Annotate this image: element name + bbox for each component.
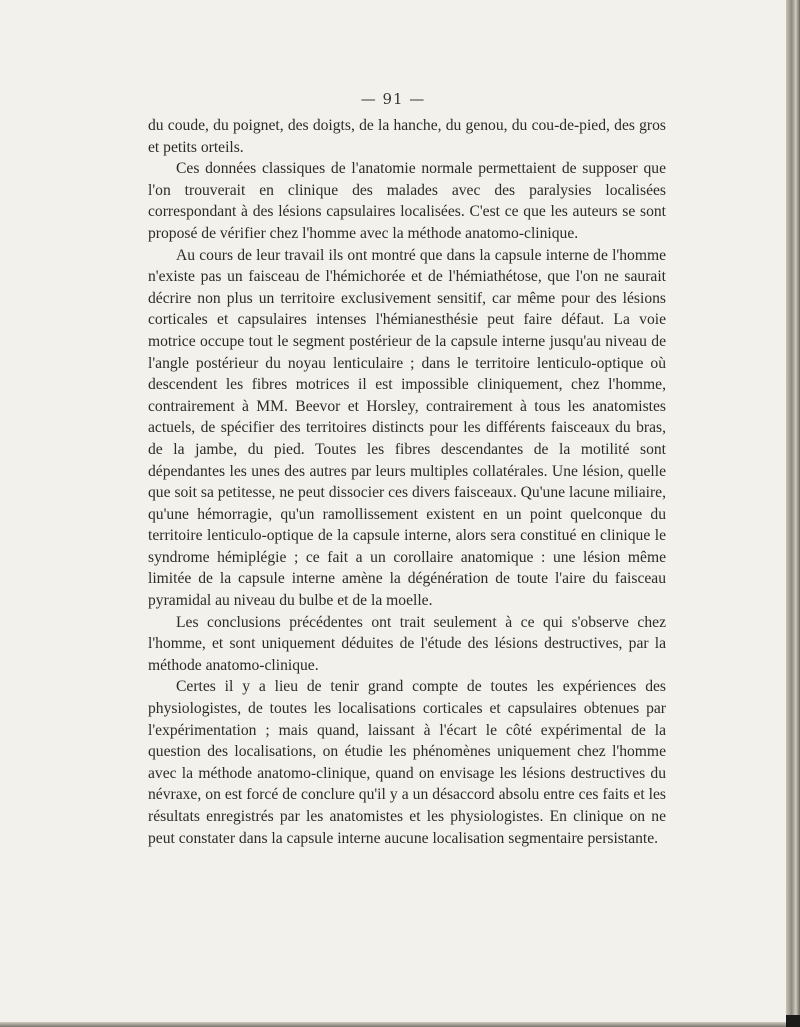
paragraph-5: Certes il y a lieu de tenir grand compte de toutes les expériences des physiologistes, de toutes les localisations corticales et capsulaires obtenues par l'expérimentation ; mais quand, laissant à l'écart le côté expérimental de la question des localisations, on étudie les phénomènes uniquement chez l'homme avec la méthode anatomo-clinique, quand on envisage les lésions destructives du névraxe, on est forcé de conclure qu'il y a un désaccord absolu entre ces faits et les résultats enregistrés par les anatomistes et les physiologistes. En clinique on ne peut constater dans la capsule interne aucune localisation segmentaire persistante. xyxy=(148,678,666,847)
body-text xyxy=(148,115,666,849)
page-edge-bottom xyxy=(0,1022,800,1027)
paragraph-2: Ces données classiques de l'anatomie normale permettaient de supposer que l'on trouverait en clinique des malades avec des paralysies localisées correspondant à des lésions capsulaires localisées. C'est ce que les auteurs se sont proposé de vérifier chez l'homme avec la méthode anatomo-clinique. xyxy=(148,160,666,242)
corner-shadow xyxy=(786,1015,800,1027)
page-number: — 91 — xyxy=(360,90,426,108)
page-edge-right xyxy=(786,0,800,1027)
paragraph-4: Les conclusions précédentes ont trait seulement à ce qui s'observe chez l'homme, et sont uniquement déduites de l'étude des lésions destructives, par la méthode anatomo-clinique. xyxy=(148,613,666,674)
paragraph-1: du coude, du poignet, des doigts, de la hanche, du genou, du cou-de-pied, des gros et petits orteils. xyxy=(148,117,666,156)
paragraph-3: Au cours de leur travail ils ont montré que dans la capsule interne de l'homme n'existe pas un faisceau de l'hémichorée et de l'hémiathétose, que l'on ne saurait décrire non plus un territoire exclusivement sensitif, car même pour des lésions corticales et capsulaires intenses l'hémianesthésie peut faire défaut. La voie motrice occupe tout le segment postérieur de la capsule interne jusqu'au niveau de l'angle postérieur du noyau lenticulaire ; dans le territoire lenticulo-optique où descendent les fibres motrices il est impossible cliniquement, chez l'homme, contrairement à MM. Beevor et Horsley, contrairement à tous les anatomistes actuels, de spécifier des territoires distincts pour les différents faisceaux du bras, de la jambe, du pied. Toutes les fibres descendantes de la motilité sont dépendantes les unes des autres par leurs multiples collatérales. Une lésion, quelle que soit sa petitesse, ne peut dissocier ces divers faisceaux. Qu'une lacune miliaire, qu'une hémorragie, qu'un ramollissement existent en un point quelconque du territoire lenticulo-optique de la capsule interne, alors sera constitué en clinique le syndrome hémiplégie ; ce fait a un corollaire anatomique : une lésion même limitée de la capsule interne amène la dégénération de toute l'aire du faisceau pyramidal au niveau du bulbe et de la moelle. xyxy=(148,246,666,610)
